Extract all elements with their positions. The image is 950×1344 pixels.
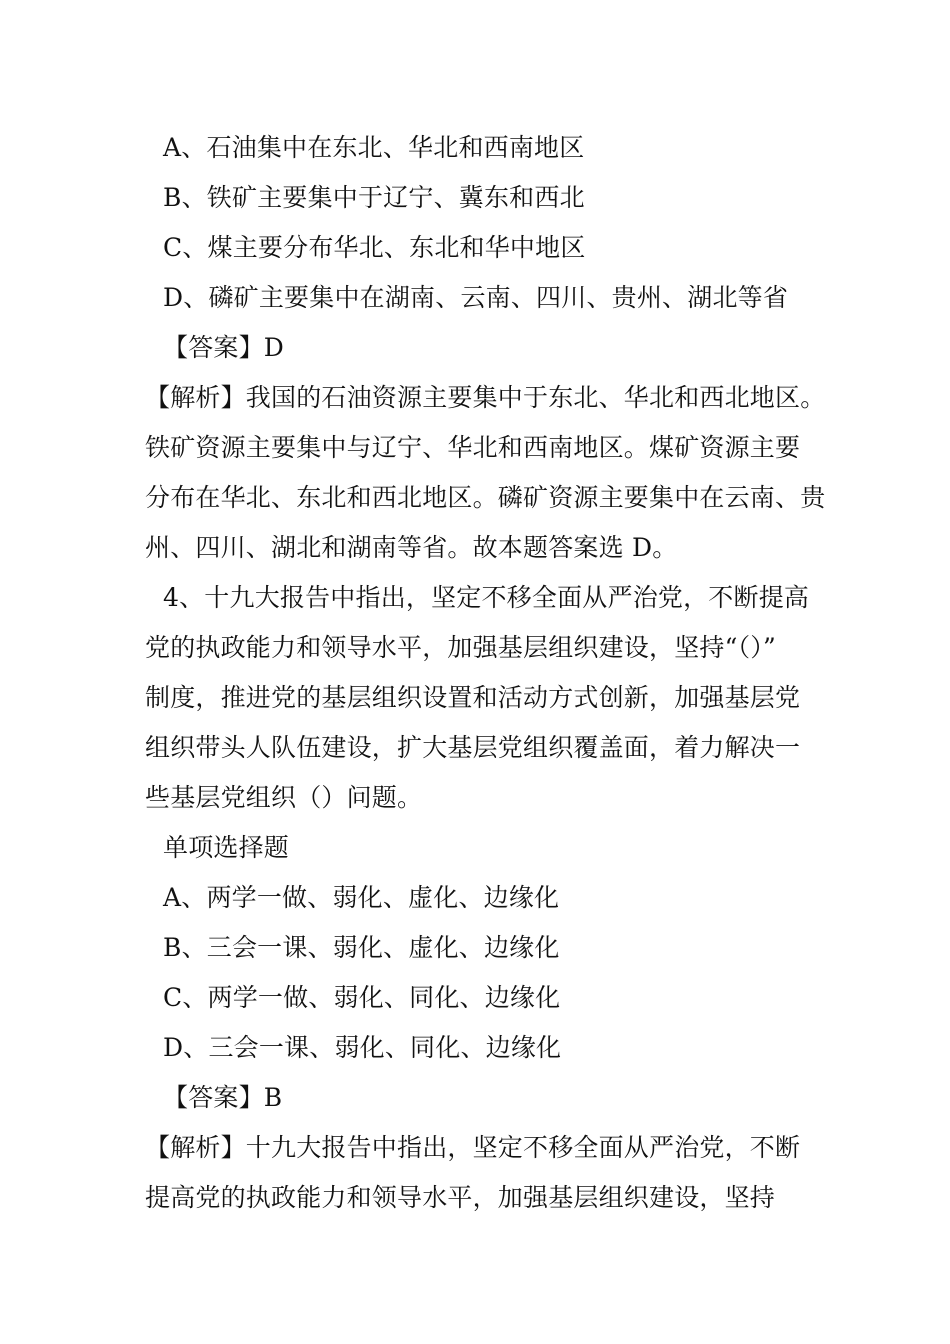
option-d-q4: D、三会一课、弱化、同化、边缘化 xyxy=(163,1033,562,1062)
analysis-q3-line-1: 【解析】我国的石油资源主要集中于东北、华北和西北地区。 xyxy=(145,383,826,412)
analysis-q4-line-2: 提高党的执政能力和领导水平，加强基层组织建设，坚持 xyxy=(145,1183,776,1212)
answer-q3: 【答案】D xyxy=(163,333,285,362)
question-4-line-3: 制度，推进党的基层组织设置和活动方式创新，加强基层党 xyxy=(145,683,801,712)
option-a-q3: A、石油集中在东北、华北和西南地区 xyxy=(163,133,585,162)
option-b-q4: B、三会一课、弱化、虚化、边缘化 xyxy=(163,933,560,962)
answer-q4: 【答案】B xyxy=(163,1083,283,1112)
question-4-line-2: 党的执政能力和领导水平，加强基层组织建设，坚持“（）” xyxy=(145,633,776,662)
option-a-q4: A、两学一做、弱化、虚化、边缘化 xyxy=(163,883,560,912)
option-b-q3: B、铁矿主要集中于辽宁、冀东和西北 xyxy=(163,183,585,212)
analysis-q4-line-1: 【解析】十九大报告中指出，坚定不移全面从严治党，不断 xyxy=(145,1133,801,1162)
option-c-q3: C、煤主要分布华北、东北和华中地区 xyxy=(163,233,586,262)
question-4-line-4: 组织带头人队伍建设，扩大基层党组织覆盖面，着力解决一 xyxy=(145,733,801,762)
question-4-line-5: 些基层党组织（）问题。 xyxy=(145,783,423,812)
option-c-q4: C、两学一做、弱化、同化、边缘化 xyxy=(163,983,561,1012)
question-type-label: 单项选择题 xyxy=(163,833,290,862)
analysis-q3-line-2: 铁矿资源主要集中与辽宁、华北和西南地区。煤矿资源主要 xyxy=(145,433,801,462)
analysis-q3-line-3: 分布在华北、东北和西北地区。磷矿资源主要集中在云南、贵 xyxy=(145,483,826,512)
analysis-q3-line-4: 州、四川、湖北和湖南等省。故本题答案选 D。 xyxy=(145,533,678,562)
question-4-line-1: 4、十九大报告中指出，坚定不移全面从严治党，不断提高 xyxy=(163,583,810,612)
option-d-q3: D、磷矿主要集中在湖南、云南、四川、贵州、湖北等省 xyxy=(163,283,789,312)
